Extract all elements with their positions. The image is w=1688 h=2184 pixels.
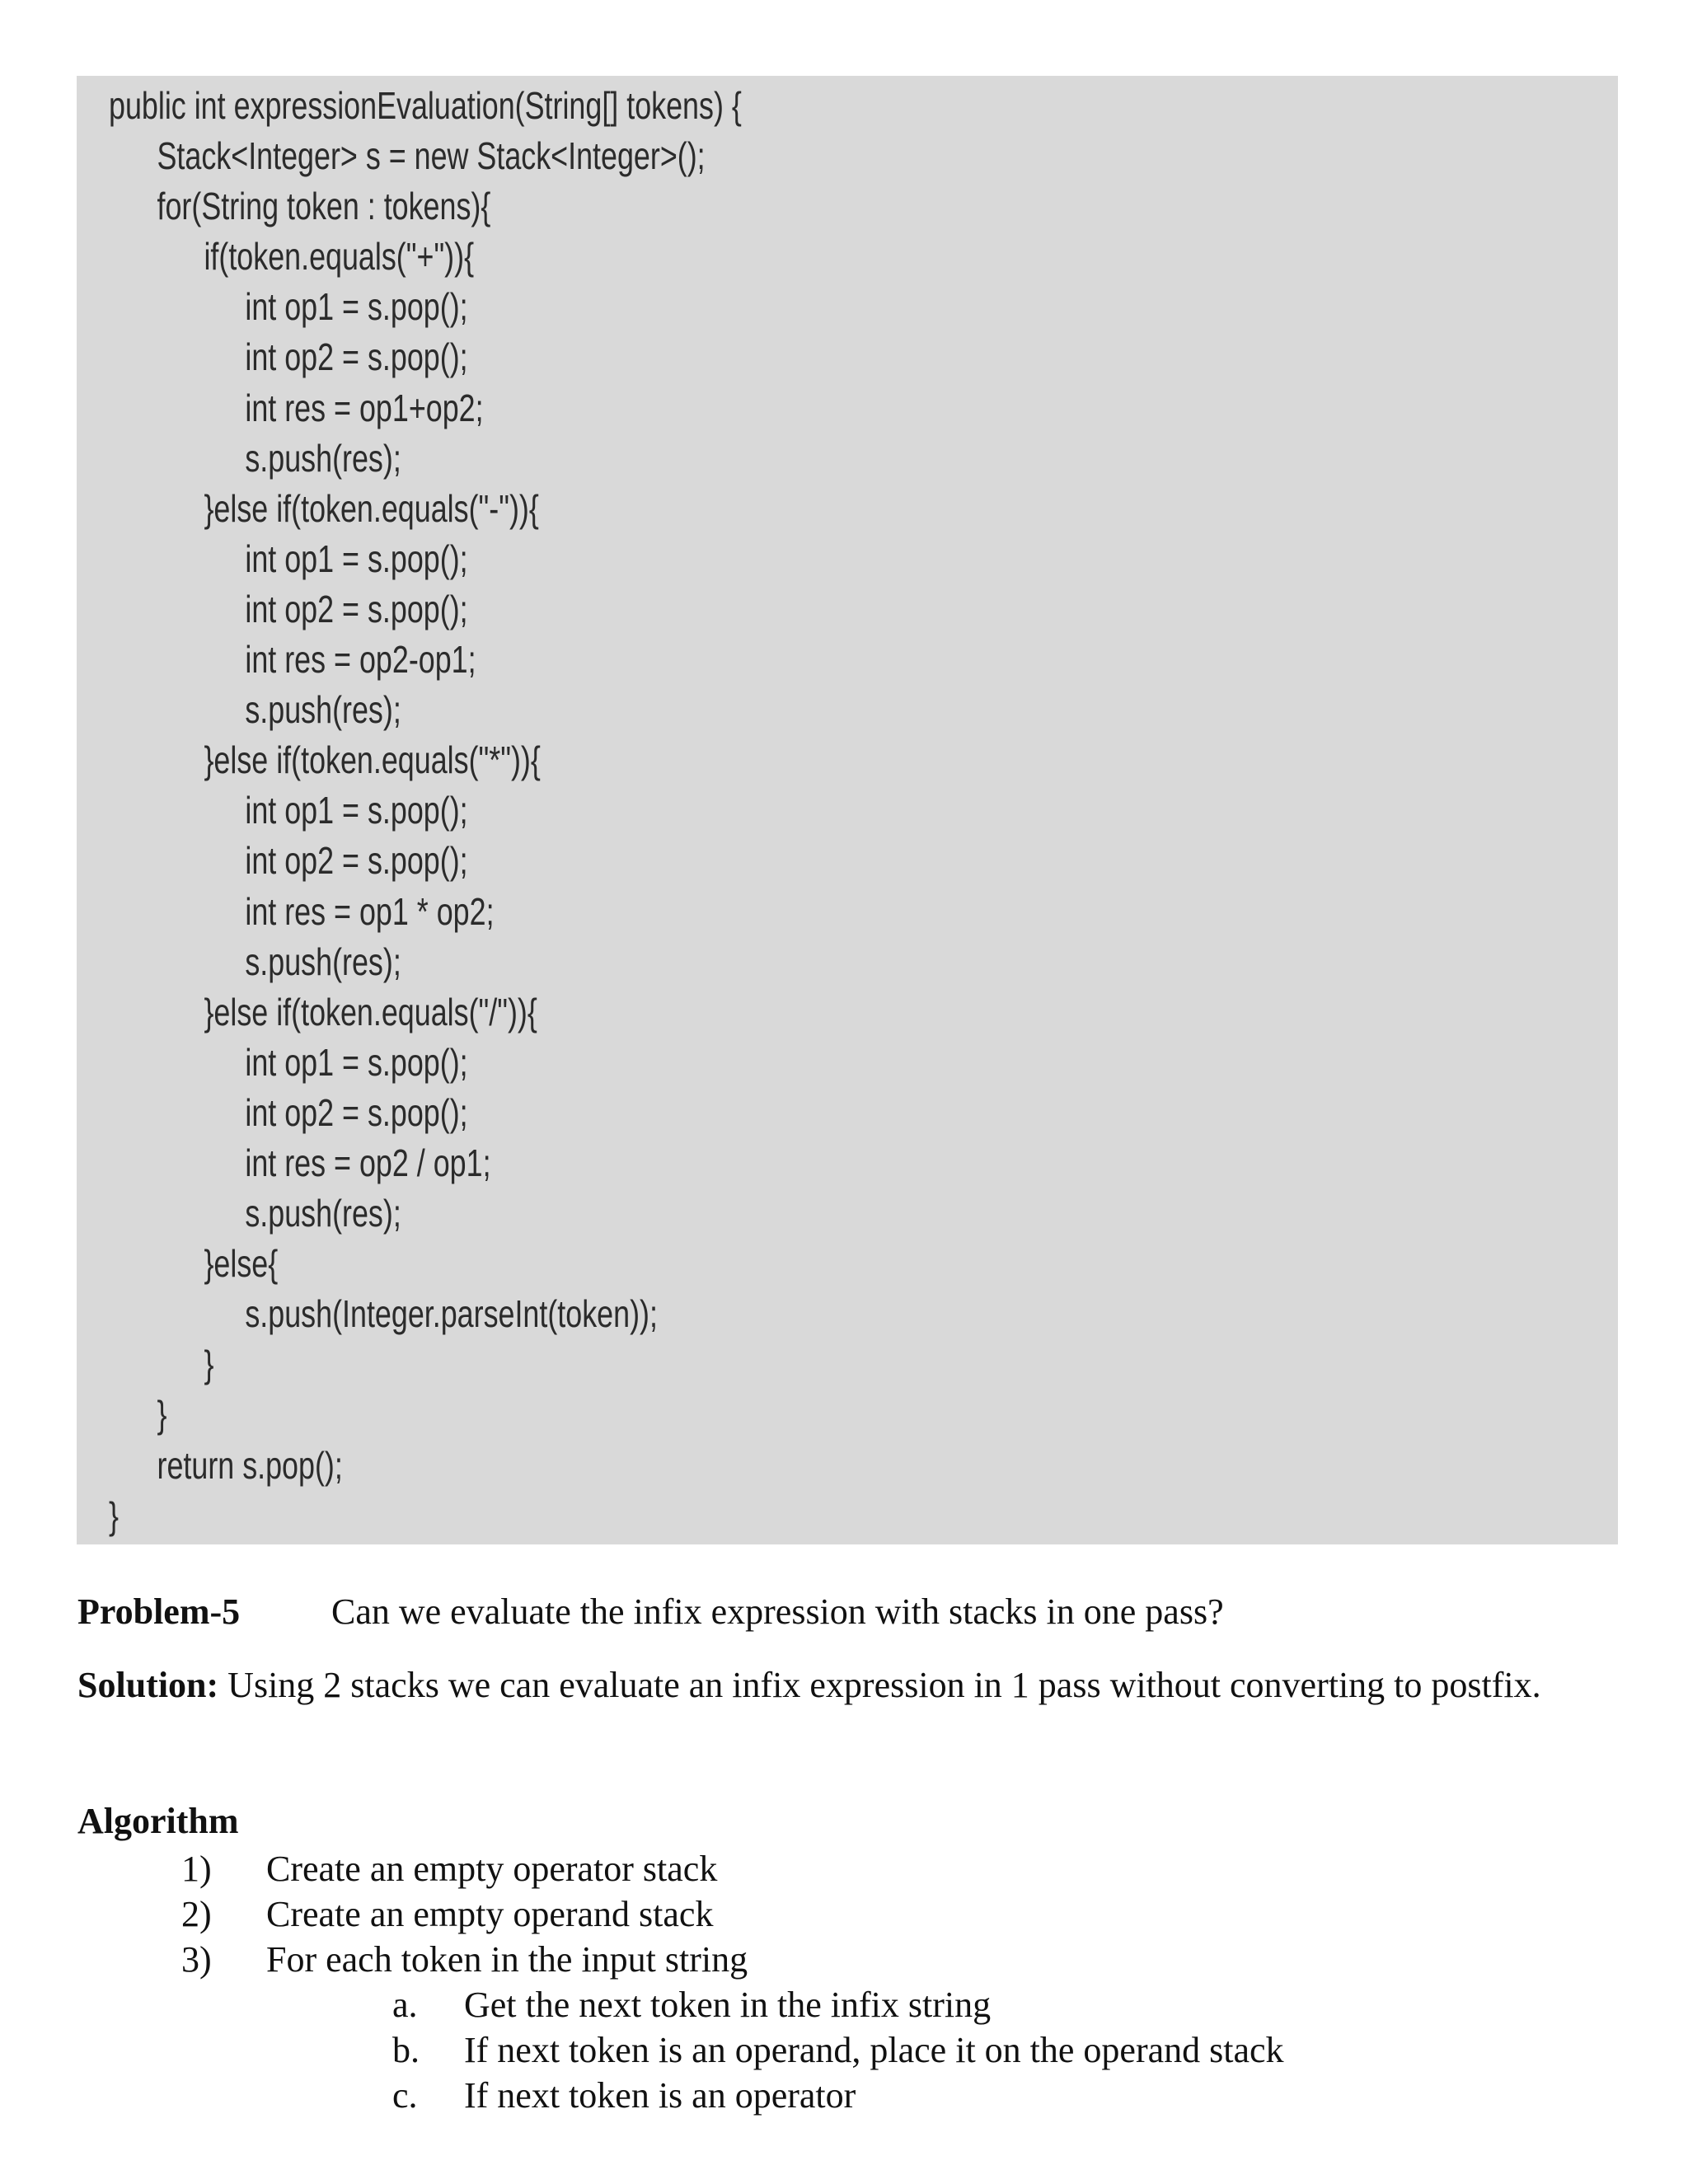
code-line: if(token.equals("+")){ xyxy=(204,235,475,279)
code-line: Stack<Integer> s = new Stack<Integer>(); xyxy=(157,134,706,178)
code-line: int op1 = s.pop(); xyxy=(245,285,468,329)
code-line: s.push(Integer.parseInt(token)); xyxy=(245,1292,658,1336)
code-line: int res = op1+op2; xyxy=(245,386,484,429)
step-text: For each token in the input string xyxy=(266,1939,748,1980)
code-line: s.push(res); xyxy=(245,1192,401,1235)
code-line: int res = op2-op1; xyxy=(245,638,476,682)
code-line: int op1 = s.pop(); xyxy=(245,789,468,832)
step-text: If next token is an operator xyxy=(464,2075,856,2116)
solution-label: Solution: xyxy=(77,1665,219,1705)
code-line: public int expressionEvaluation(String[] tokens) { xyxy=(109,84,742,127)
step-marker: 1) xyxy=(181,1849,212,1889)
code-line: s.push(res); xyxy=(245,436,401,480)
code-line: int res = op2 / op1; xyxy=(245,1141,491,1184)
code-line: int op1 = s.pop(); xyxy=(245,537,468,580)
code-line: int op1 = s.pop(); xyxy=(245,1040,468,1084)
code-line: int op2 = s.pop(); xyxy=(245,1090,468,1134)
code-line: return s.pop(); xyxy=(157,1443,343,1487)
code-line: } xyxy=(204,1343,214,1386)
code-line: } xyxy=(157,1393,167,1436)
code-line: for(String token : tokens){ xyxy=(157,185,491,228)
code-line: }else{ xyxy=(204,1242,279,1286)
code-line: }else if(token.equals("-")){ xyxy=(204,486,539,530)
step-marker: a. xyxy=(392,1985,418,2025)
step-text: Get the next token in the infix string xyxy=(464,1985,992,2025)
step-marker: 3) xyxy=(181,1939,212,1980)
code-line: int res = op1 * op2; xyxy=(245,889,495,933)
step-text: Create an empty operator stack xyxy=(266,1849,718,1889)
code-line: } xyxy=(109,1493,119,1537)
step-marker: b. xyxy=(392,2030,420,2070)
code-line: s.push(res); xyxy=(245,688,401,732)
code-line: int op2 = s.pop(); xyxy=(245,839,468,883)
code-line: }else if(token.equals("*")){ xyxy=(204,738,541,782)
code-line: int op2 = s.pop(); xyxy=(245,335,468,379)
solution-paragraph xyxy=(77,1661,1619,1708)
step-marker: 2) xyxy=(181,1894,212,1934)
problem-question: Can we evaluate the infix expression with stacks in one pass? xyxy=(331,1591,1224,1632)
code-line: int op2 = s.pop(); xyxy=(245,587,468,630)
code-image xyxy=(77,76,1618,1544)
algorithm-heading: Algorithm xyxy=(77,1801,239,1841)
code-lines xyxy=(77,81,1618,1541)
step-marker: c. xyxy=(392,2075,418,2116)
problem-label: Problem-5 xyxy=(77,1591,241,1632)
code-line: s.push(res); xyxy=(245,940,401,983)
code-line: }else if(token.equals("/")){ xyxy=(204,990,537,1033)
step-text: Create an empty operand stack xyxy=(266,1894,714,1934)
solution-text: Using 2 stacks we can evaluate an infix expression in 1 pass without converting to postfix. xyxy=(227,1665,1541,1705)
step-text: If next token is an operand, place it on the operand stack xyxy=(464,2030,1284,2070)
